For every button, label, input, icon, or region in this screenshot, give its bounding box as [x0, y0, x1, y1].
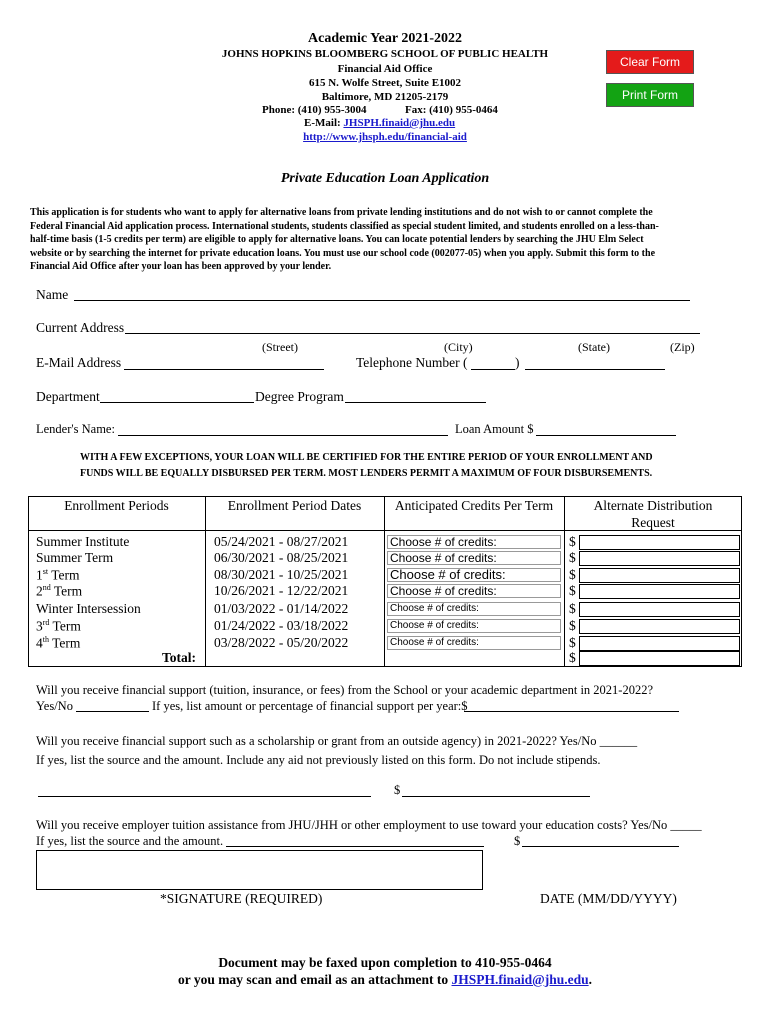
alternate-distribution-field[interactable]	[579, 551, 740, 566]
notice-line-1: WITH A FEW EXCEPTIONS, YOUR LOAN WILL BE CERTIFIED FOR THE ENTIRE PERIOD OF YOUR ENROLLMENT AND	[80, 452, 653, 463]
header-enrollment-periods: Enrollment Periods	[64, 498, 169, 513]
telephone-close-paren: )	[515, 355, 520, 370]
date-label: DATE (MM/DD/YYYY)	[540, 891, 677, 906]
office-name: Financial Aid Office	[337, 63, 433, 75]
state-caption: (State)	[578, 340, 610, 354]
intro-line: Federal Financial Aid application process. International students, students classified as special student limited, and students enrolled on a less-than-	[30, 220, 659, 232]
telephone-number-field[interactable]	[525, 369, 665, 370]
credits-dropdown[interactable]: Choose # of credits:	[387, 602, 561, 616]
email-row	[304, 117, 455, 129]
q1-amount-label: If yes, list amount or percentage of financial support per year:$	[152, 699, 468, 713]
print-form-button[interactable]: Print Form	[606, 83, 694, 107]
lender-name-field[interactable]	[118, 435, 448, 436]
footer-fax-line: Document may be faxed upon completion to 410-955-0464	[218, 955, 552, 970]
intro-line: half-time basis (1-5 credits per term) are eligible to apply for alternative loans. You can locate potential lenders by searching the JHU Elm Select	[30, 234, 644, 246]
q1-yes-no-label: Yes/No	[36, 699, 73, 713]
credits-dropdown[interactable]: Choose # of credits:	[387, 619, 561, 633]
loan-amount-label: Loan Amount $	[455, 422, 534, 436]
q2-dollar-sign: $	[394, 783, 401, 797]
url-row	[0, 131, 770, 143]
current-address-field[interactable]	[125, 333, 700, 334]
notice-line-2: FUNDS WILL BE EQUALLY DISBURSED PER TERM. MOST LENDERS PERMIT A MAXIMUM OF FOUR DISBURSEMENTS.	[80, 468, 653, 479]
credits-dropdown[interactable]: Choose # of credits:	[387, 584, 561, 598]
name-field[interactable]	[74, 300, 690, 301]
enrollment-period-dates: 08/30/2021 - 10/25/2021	[214, 567, 349, 582]
school-name: JOHNS HOPKINS BLOOMBERG SCHOOL OF PUBLIC HEALTH	[221, 48, 549, 60]
clear-form-button[interactable]: Clear Form	[606, 50, 694, 74]
loan-amount-field[interactable]	[536, 435, 676, 436]
credits-dropdown[interactable]: Choose # of credits:	[387, 636, 561, 650]
intro-line: website or by searching the internet for private education loans. You must use our school code (002077-05) when you apply. Submit this form to the	[30, 247, 656, 259]
telephone-area-code-field[interactable]	[471, 369, 515, 370]
dollar-sign: $	[569, 601, 576, 616]
department-field[interactable]	[100, 402, 254, 403]
office-city: Baltimore, MD 21205-2179	[321, 91, 449, 103]
q2-line-1: Will you receive financial support such as a scholarship or grant from an outside agency) in 2021-2022? Yes/No ______	[36, 734, 638, 748]
enrollment-period-label: 2nd Term	[36, 583, 83, 599]
dollar-sign: $	[569, 635, 576, 650]
signature-box[interactable]	[36, 850, 483, 890]
alternate-distribution-field[interactable]	[579, 535, 740, 550]
office-email-link[interactable]: JHSPH.finaid@jhu.edu	[343, 117, 456, 129]
degree-program-field[interactable]	[345, 402, 486, 403]
degree-program-label: Degree Program	[255, 389, 344, 404]
alternate-distribution-field[interactable]	[579, 568, 740, 583]
total-amount-field[interactable]	[579, 651, 740, 666]
q3-amount-field[interactable]	[522, 846, 679, 847]
intro-paragraph	[30, 206, 750, 274]
dollar-sign: $	[569, 618, 576, 633]
dollar-sign: $	[569, 550, 576, 565]
enrollment-period-label: 4th Term	[36, 635, 81, 651]
credits-dropdown[interactable]: Choose # of credits:	[387, 535, 561, 549]
enrollment-period-dates: 03/28/2022 - 05/20/2022	[214, 635, 349, 650]
credits-dropdown[interactable]: Choose # of credits:	[387, 551, 561, 565]
q1-line-1: Will you receive financial support (tuition, insurance, or fees) from the School or your academic department in 2021-2022?	[36, 683, 654, 697]
telephone-label: Telephone Number (	[356, 355, 468, 370]
form-title: Private Education Loan Application	[280, 171, 490, 186]
total-dollar-sign: $	[569, 650, 576, 665]
q2-source-field[interactable]	[38, 796, 371, 797]
alternate-distribution-field[interactable]	[579, 584, 740, 599]
enrollment-period-label: 3rd Term	[36, 618, 81, 634]
header-anticipated-credits: Anticipated Credits Per Term	[394, 498, 554, 513]
name-label: Name	[36, 287, 69, 302]
zip-caption: (Zip)	[670, 340, 695, 354]
email-address-label: E-Mail Address	[36, 355, 122, 370]
enrollment-period-label: Summer Term	[36, 550, 114, 565]
q3-line-1: Will you receive employer tuition assistance from JHU/JHH or other employment to use toward your education costs? Yes/No _____	[36, 818, 702, 832]
dollar-sign: $	[569, 567, 576, 582]
enrollment-period-label: 1st Term	[36, 567, 80, 583]
alternate-distribution-field[interactable]	[579, 602, 740, 617]
enrollment-period-dates: 06/30/2021 - 08/25/2021	[214, 550, 349, 565]
q2-amount-field[interactable]	[402, 796, 590, 797]
enrollment-period-dates: 10/26/2021 - 12/22/2021	[214, 583, 349, 598]
q1-yes-no-field[interactable]	[76, 711, 149, 712]
email-label: E-Mail:	[304, 117, 341, 129]
enrollment-period-label: Winter Intersession	[36, 601, 141, 616]
table-col-divider	[384, 496, 385, 667]
department-label: Department	[36, 389, 100, 404]
enrollment-period-dates: 01/03/2022 - 01/14/2022	[214, 601, 349, 616]
q3-line-2: If yes, list the source and the amount.	[36, 834, 224, 848]
footer-period: .	[588, 972, 592, 987]
credits-dropdown[interactable]: Choose # of credits:	[387, 568, 561, 582]
footer-email-link[interactable]: JHSPH.finaid@jhu.edu	[451, 972, 589, 987]
office-website-link[interactable]: http://www.jhsph.edu/financial-aid	[303, 131, 467, 143]
header-period-dates: Enrollment Period Dates	[227, 498, 362, 513]
city-caption: (City)	[444, 340, 473, 354]
email-address-field[interactable]	[124, 369, 324, 370]
table-col-divider	[205, 496, 206, 667]
office-street: 615 N. Wolfe Street, Suite E1002	[308, 77, 462, 89]
dollar-sign: $	[569, 583, 576, 598]
q3-source-field[interactable]	[226, 846, 484, 847]
footer-email-line	[0, 972, 770, 988]
office-fax: Fax: (410) 955-0464	[405, 104, 498, 116]
signature-label: *SIGNATURE (REQUIRED)	[160, 891, 323, 906]
q3-dollar-sign: $	[514, 834, 521, 848]
total-label: Total:	[162, 650, 197, 665]
alternate-distribution-field[interactable]	[579, 619, 740, 634]
enrollment-period-dates: 01/24/2022 - 03/18/2022	[214, 618, 349, 633]
q1-amount-field[interactable]	[464, 711, 679, 712]
enrollment-period-label: Summer Institute	[36, 534, 130, 549]
intro-line: This application is for students who want to apply for alternative loans from private lending institutions and do not wish to or cannot complete the	[30, 207, 653, 218]
alternate-distribution-field[interactable]	[579, 636, 740, 651]
lender-name-label: Lender's Name:	[36, 422, 115, 436]
dollar-sign: $	[569, 534, 576, 549]
office-phone: Phone: (410) 955-3004	[262, 104, 367, 116]
header-alternate-distribution: Alternate Distribution	[593, 498, 713, 513]
q2-line-2: If yes, list the source and the amount. Include any aid not previously listed on this form. Do not include stipends.	[36, 753, 601, 767]
street-caption: (Street)	[262, 340, 298, 354]
current-address-label: Current Address	[36, 320, 125, 335]
enrollment-period-dates: 05/24/2021 - 08/27/2021	[214, 534, 349, 549]
header-request: Request	[631, 515, 675, 530]
academic-year: Academic Year 2021-2022	[308, 31, 462, 46]
footer-email-text: or you may scan and email as an attachment to	[178, 972, 449, 987]
intro-line: Financial Aid Office after your loan has been approved by your lender.	[30, 261, 332, 273]
